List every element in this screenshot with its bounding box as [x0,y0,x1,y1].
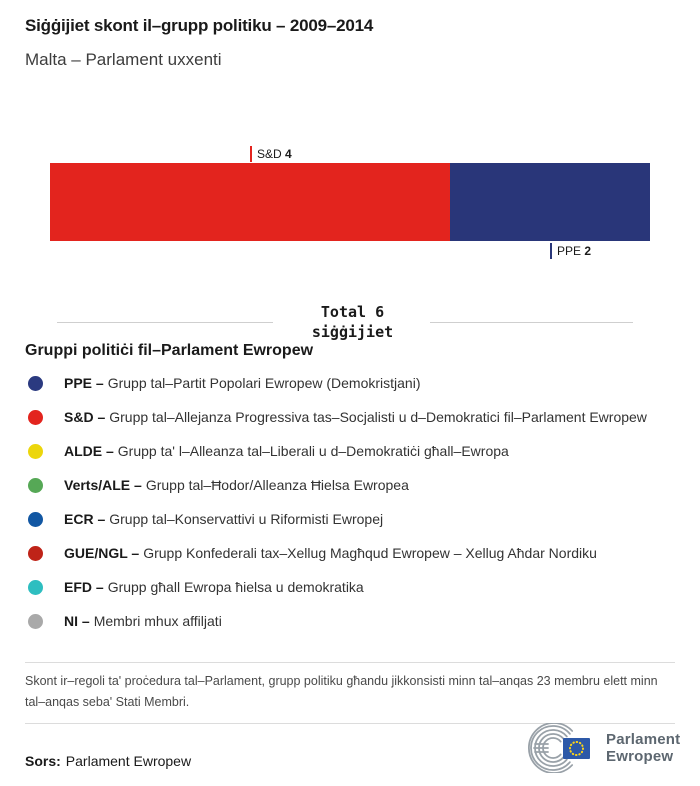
european-parliament-logo [527,723,680,773]
verts-ale-color-dot [28,478,43,493]
legend-item-label [64,443,509,459]
segment-label: S&D 4 [257,147,292,161]
legend-item-label [64,579,364,595]
total-seats-line1: Total 6 [320,303,385,321]
page-subtitle: Malta – Parlament uxxenti [25,50,222,69]
segment-label: PPE 2 [557,244,592,258]
group-desc: Grupp tal–Allejanza Progressiva tas–Socjalisti u d–Demokratici fil–Parlament Ewropew [109,409,647,425]
legend-row-efd [25,570,685,604]
efd-color-dot [28,580,43,595]
group-abbr: Verts/ALE – [64,477,142,493]
segment-callout-ppe [550,242,591,260]
callout-tick-mark [550,243,552,259]
gue-ngl-color-dot [28,546,43,561]
legend-item-label [64,477,409,493]
segment-callout-sd [250,145,292,163]
group-abbr: EFD – [64,579,104,595]
footnote-text: Skont ir–regoli ta' proċedura tal–Parlament, grupp politiku għandu jikkonsisti minn tal–anqas 23 membru elett minn tal–anqas seba' Stati Membri. [25,674,658,709]
source-label: Sors: [25,753,61,769]
ni-color-dot [28,614,43,629]
seats-chart [50,145,650,259]
ecr-color-dot [28,512,43,527]
group-desc: Grupp ta' l–Alleanza tal–Liberali u d–Demokratiċi għall–Ewropa [117,443,509,459]
legend-item-label [64,511,383,527]
source-line [25,753,191,769]
bar-segment-ppe [450,163,650,241]
legend-item-label [64,409,647,425]
source-value: Parlament Ewropew [65,753,192,769]
legend-row-ni [25,604,685,638]
legend-row-verts-ale [25,468,685,502]
sd-color-dot [28,410,43,425]
total-divider [0,302,700,342]
group-desc: Grupp tal–Ħodor/Alleanza Ħielsa Ewropea [145,477,409,493]
group-abbr: S&D – [64,409,106,425]
total-seats-label [275,302,430,342]
legend-row-ecr [25,502,685,536]
page-title: Siġġijiet skont il–grupp politiku – 2009–2014 [25,16,374,35]
legend-row-alde [25,434,685,468]
group-desc: Membri mhux affiljati [93,613,222,629]
group-desc: Grupp Konfederali tax–Xellug Magħqud Ewropew – Xellug Aħdar Nordiku [143,545,597,561]
group-desc: Grupp tal–Konservattivi u Riformisti Ewropej [109,511,384,527]
legend [25,366,685,638]
total-seats-line2: siġġijiet [311,323,394,341]
logo-word-line1: Parlament [606,730,681,748]
legend-heading: Gruppi politiċi fil–Parlament Ewropew [25,342,314,359]
group-abbr: PPE – [64,375,104,391]
logo-wordmark [606,731,680,766]
group-desc: Grupp tal–Partit Popolari Ewropew (Demokristjani) [107,375,421,391]
bar-segment-sd [50,163,450,241]
alde-color-dot [28,444,43,459]
group-abbr: NI – [64,613,90,629]
legend-item-label [64,545,597,561]
callout-tick-mark [250,146,252,162]
divider-line-left [57,322,273,323]
group-abbr: ALDE – [64,443,114,459]
divider-rule-top [25,662,675,663]
stacked-bar [50,163,650,241]
group-abbr: ECR – [64,511,106,527]
parliament-hemicycle-icon [527,723,599,773]
legend-row-sd [25,400,685,434]
legend-row-gue-ngl [25,536,685,570]
group-desc: Grupp għall Ewropa ħielsa u demokratika [107,579,364,595]
logo-word-line2: Ewropew [606,748,674,765]
divider-line-right [430,322,633,323]
ppe-color-dot [28,376,43,391]
legend-item-label [64,613,222,629]
legend-row-ppe [25,366,685,400]
group-abbr: GUE/NGL – [64,545,140,561]
legend-item-label [64,375,421,391]
